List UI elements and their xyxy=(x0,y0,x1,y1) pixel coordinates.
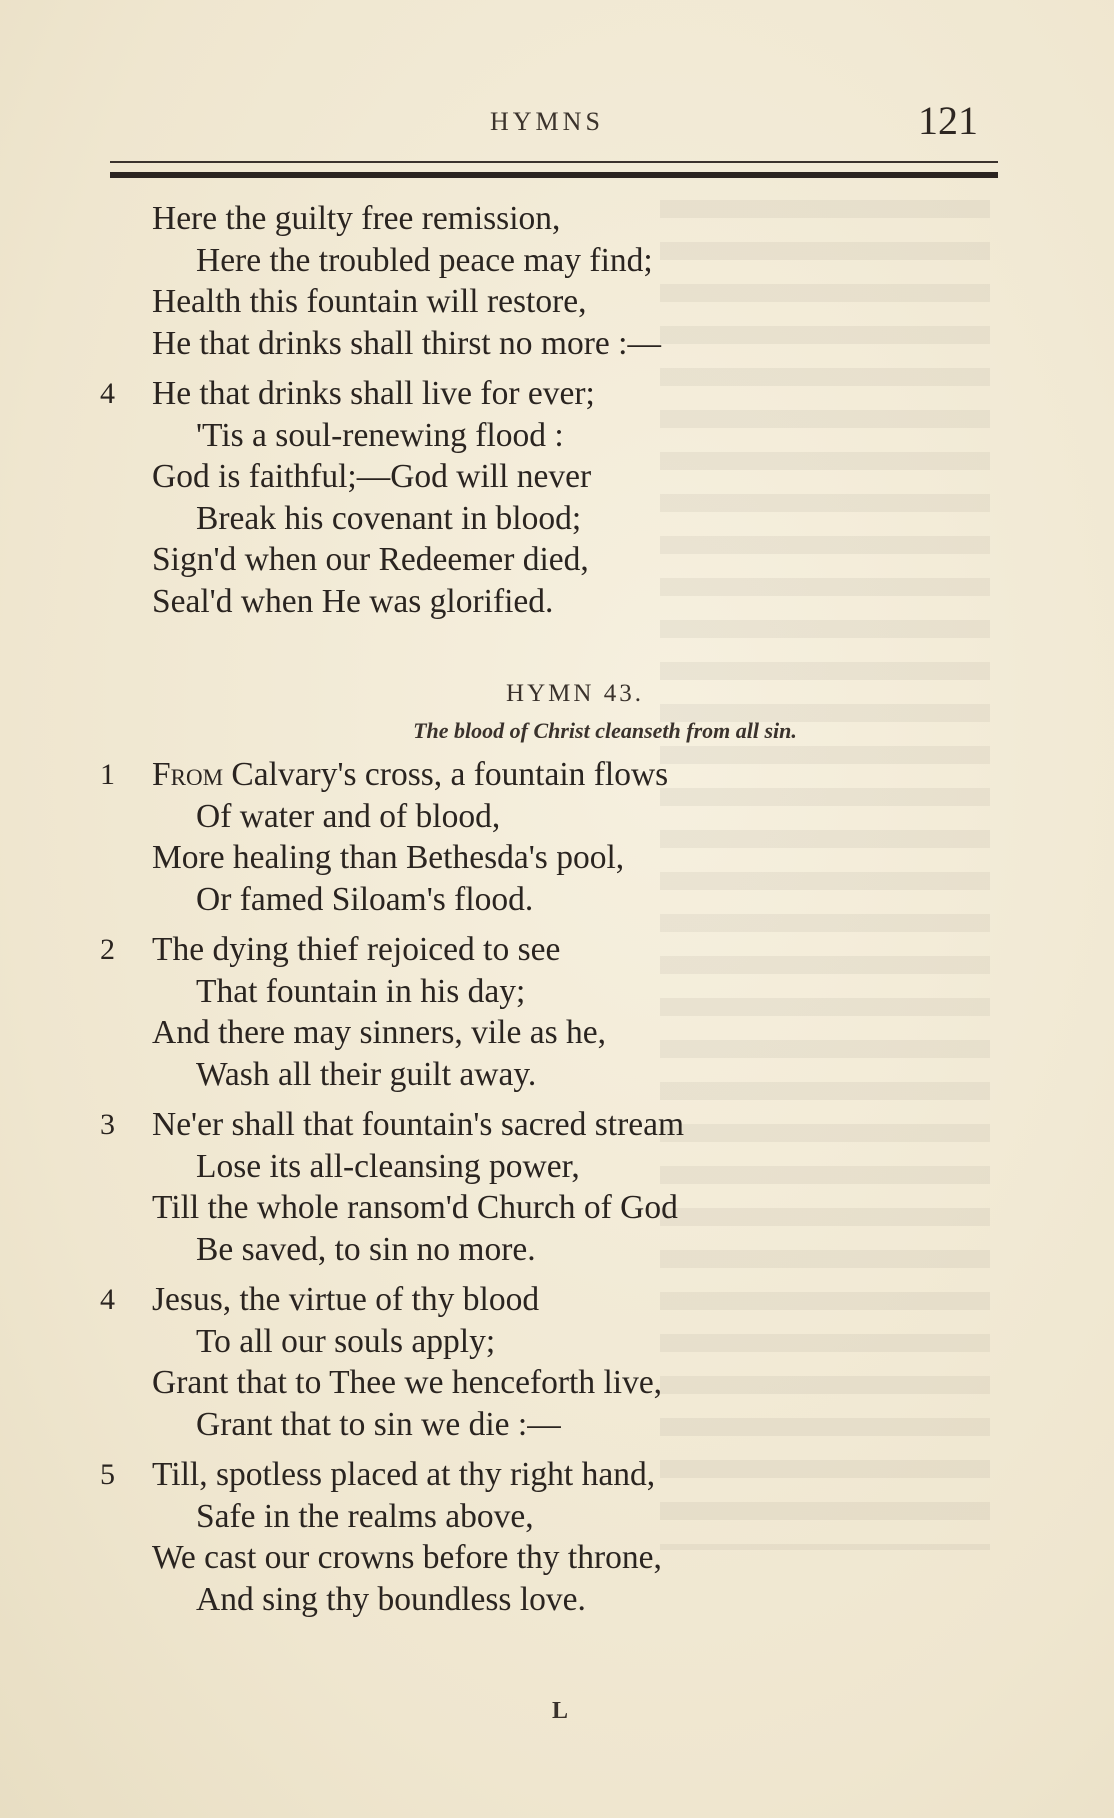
verse-line: Seal'd when He was glorified. xyxy=(152,582,554,620)
verse-text: He that drinks shall live for ever; xyxy=(152,375,595,412)
stanza-number: 2 xyxy=(100,933,115,966)
verse-line: 'Tis a soul-renewing flood : xyxy=(196,416,564,454)
verse-line xyxy=(100,1104,980,1146)
stanza-number: 4 xyxy=(100,1283,115,1316)
stanza-number: 5 xyxy=(100,1458,115,1491)
verse-line: Lose its all-cleansing power, xyxy=(196,1147,580,1185)
verse-line: We cast our crowns before thy throne, xyxy=(152,1539,662,1576)
verse-line xyxy=(100,1279,980,1321)
hymn-title: HYMN 43. xyxy=(506,680,644,707)
verse-line: Here the troubled peace may find; xyxy=(196,241,653,279)
verse-line: That fountain in his day; xyxy=(196,972,526,1010)
page-header xyxy=(0,95,1114,155)
hymn-43-stanza-3 xyxy=(100,1104,980,1270)
verse-line: Be saved, to sin no more. xyxy=(196,1230,536,1268)
page-text xyxy=(100,198,980,1629)
stanza-number: 3 xyxy=(100,1108,115,1141)
verse-line xyxy=(100,929,980,971)
hymn-43-stanza-1 xyxy=(100,754,980,920)
verse-text: Jesus, the virtue of thy blood xyxy=(152,1281,540,1318)
verse-line: Here the guilty free remission, xyxy=(152,200,561,237)
hymn-43-stanza-2 xyxy=(100,929,980,1095)
verse-line xyxy=(100,373,980,415)
stanza-4-previous-hymn xyxy=(100,373,980,622)
stanza-continuation xyxy=(100,198,980,364)
verse-line: Till the whole ransom'd Church of God xyxy=(152,1189,678,1226)
verse-text: Calvary's cross, a fountain flows xyxy=(223,756,669,793)
verse-line xyxy=(100,1454,980,1496)
verse-line: And there may sinners, vile as he, xyxy=(152,1014,606,1051)
verse-line: God is faithful;—God will never xyxy=(152,458,592,495)
verse-line: More healing than Bethesda's pool, xyxy=(152,839,625,876)
hymn-epigraph: The blood of Christ cleanseth from all sin. xyxy=(413,718,797,743)
stanza-number: 4 xyxy=(100,377,115,410)
verse-text: Till, spotless placed at thy right hand, xyxy=(152,1456,656,1493)
verse-text: Ne'er shall that fountain's sacred stream xyxy=(152,1106,685,1143)
running-head: HYMNS xyxy=(490,107,604,136)
verse-line: Health this fountain will restore, xyxy=(152,283,587,320)
verse-line: Break his covenant in blood; xyxy=(196,499,582,537)
verse-line: Of water and of blood, xyxy=(196,797,501,835)
verse-line: And sing thy boundless love. xyxy=(196,1580,586,1618)
verse-line xyxy=(100,754,980,796)
verse-line: Grant that to Thee we henceforth live, xyxy=(152,1364,663,1401)
verse-line: He that drinks shall thirst no more :— xyxy=(152,324,661,362)
verse-text: The dying thief rejoiced to see xyxy=(152,931,561,968)
stanza-number: 1 xyxy=(100,758,115,791)
header-rule-thin xyxy=(110,161,998,163)
verse-line: Safe in the realms above, xyxy=(196,1497,534,1535)
verse-line: Sign'd when our Redeemer died, xyxy=(152,541,589,578)
hymn-43-stanza-5 xyxy=(100,1454,980,1620)
verse-line: Wash all their guilt away. xyxy=(196,1055,537,1093)
printer-signature-mark: L xyxy=(552,1698,569,1724)
header-rule-thick xyxy=(110,172,998,178)
verse-line: Or famed Siloam's flood. xyxy=(196,880,534,918)
hymn-43-stanza-4 xyxy=(100,1279,980,1445)
page-number: 121 xyxy=(918,98,978,143)
first-word: From xyxy=(152,756,224,793)
verse-line: To all our souls apply; xyxy=(196,1322,496,1360)
verse-line: Grant that to sin we die :— xyxy=(196,1405,561,1443)
